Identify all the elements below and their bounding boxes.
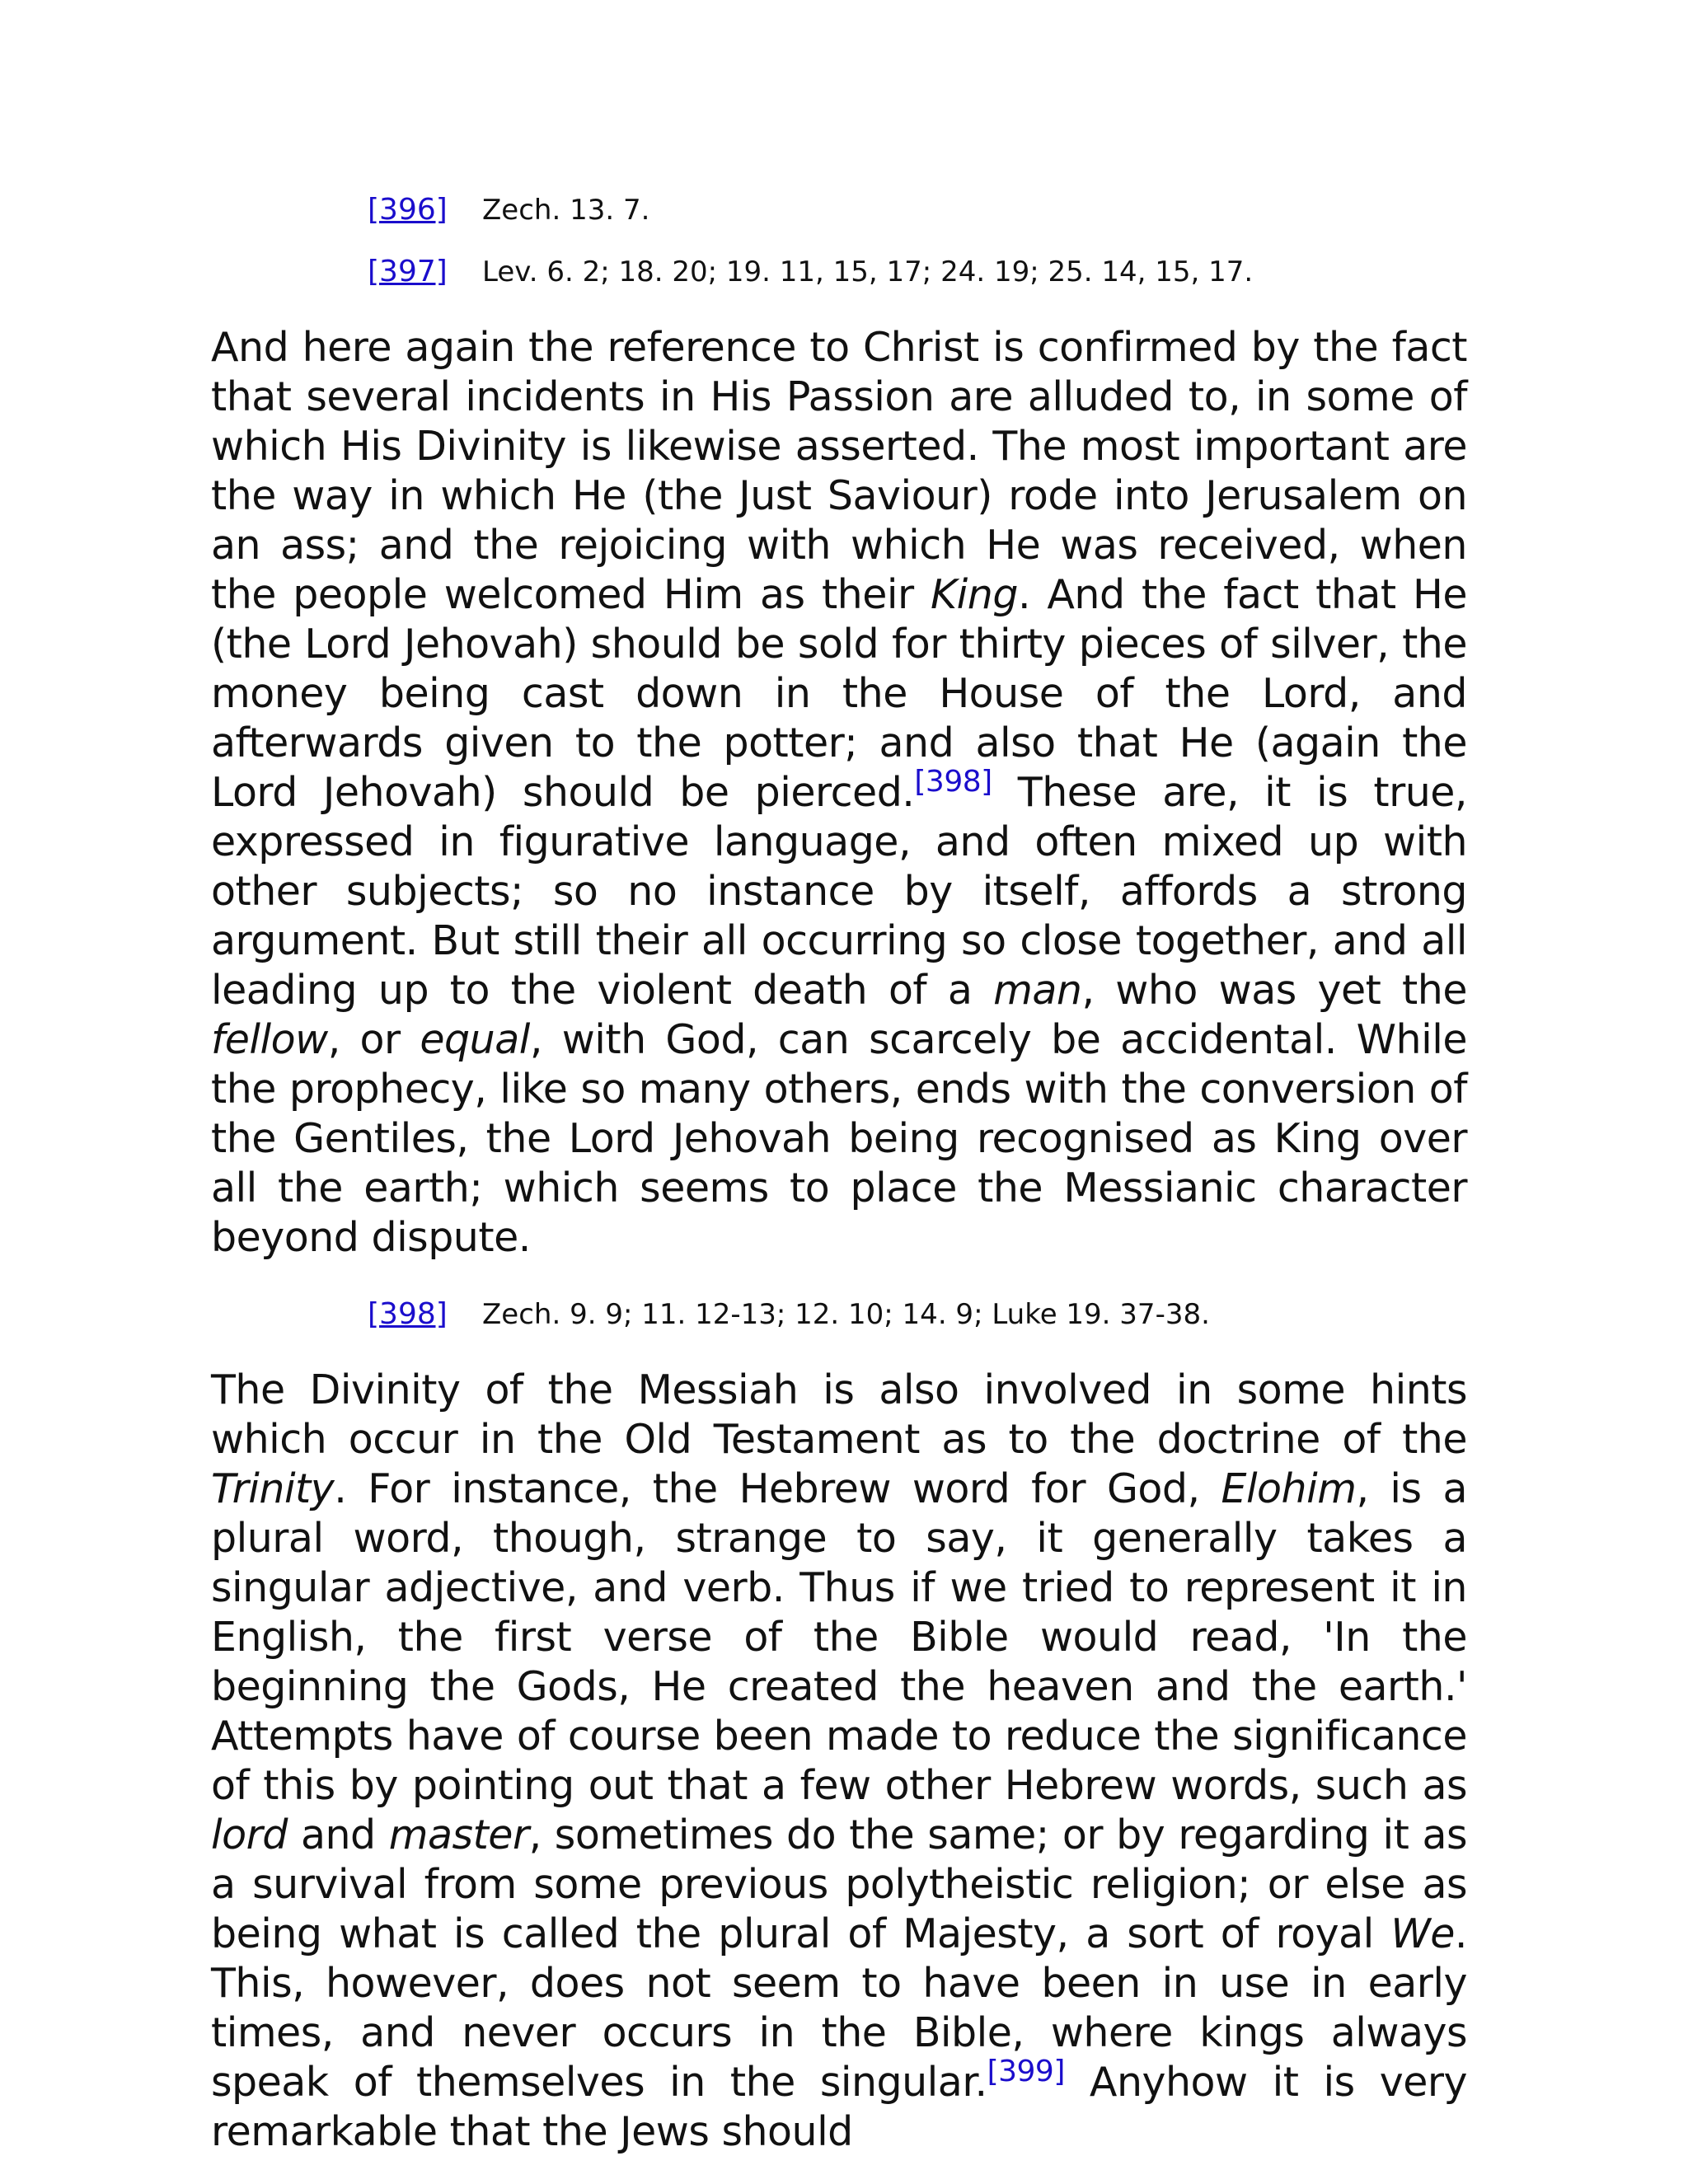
footnote-398 (211, 1296, 1467, 1357)
italic-text: equal (420, 1016, 530, 1063)
footnote-text-396: Zech. 13. 7. (482, 194, 650, 227)
footnote-text-397: Lev. 6. 2; 18. 20; 19. 11, 15, 17; 24. 19; 25. 14, 15, 17. (482, 255, 1254, 288)
text-run: , who was yet the (1081, 967, 1467, 1014)
italic-text: Elohim (1221, 1465, 1357, 1512)
text-run: These are, it is true, expressed in figurative language, and often mixed up with other subjects; so no instance by itself, affords a strong argument. But still their all occurring so close together, and all leading up to the violent death of a (211, 769, 1467, 1014)
italic-text: lord (211, 1811, 288, 1858)
footnote-link-397[interactable]: [397] (368, 255, 448, 288)
footnote-marker-399[interactable]: [399] (987, 2055, 1065, 2088)
text-run: , is a plural word, though, strange to say, it generally takes a singular adjective, and verb. Thus if we tried to represent it in English, the first verse of the Bible would read, 'In the beginning the Gods, He created the heaven and the earth.' Attempts have of course been made to reduce the significance of this by pointing out that a few other Hebrew words, such as (211, 1465, 1467, 1809)
italic-text: We (1390, 1910, 1455, 1957)
text-run: , or (327, 1016, 420, 1063)
text-run: . For instance, the Hebrew word for God, (334, 1465, 1221, 1512)
body-paragraph-2 (211, 1366, 1467, 2157)
text-run: Anyhow it is very remarkable that the Jews should (211, 2059, 1467, 2155)
page-content (211, 191, 1467, 2157)
footnote-link-396[interactable]: [396] (368, 193, 448, 227)
footnote-link-398[interactable]: [398] (368, 1297, 448, 1331)
italic-text: master (388, 1811, 529, 1858)
text-run: . And the fact that He (the Lord Jehovah) should be sold for thirty pieces of silver, the money being cast down in the House of the Lord, and afterwards given to the potter; and also that He (again the Lord Jehovah) should be pierced. (211, 571, 1467, 816)
text-run: . This, however, does not seem to have been in use in early times, and never occurs in the Bible, where kings always speak of themselves in the singular. (211, 1910, 1467, 2106)
body-paragraph-1 (211, 323, 1467, 1263)
footnote-396 (211, 191, 1467, 253)
italic-text: Trinity (211, 1465, 335, 1512)
italic-text: fellow (211, 1016, 328, 1063)
footnote-marker-398[interactable]: [398] (914, 765, 992, 799)
footnote-397 (211, 253, 1467, 315)
text-run: and (287, 1811, 389, 1858)
text-run: And here again the reference to Christ is confirmed by the fact that several incidents in His Passion are alluded to, in some of which His Divinity is likewise asserted. The most important are the way in which He (the Just Saviour) rode into Jerusalem on an ass; and the rejoicing with which He was received, when the people welcomed Him as their (211, 324, 1467, 618)
footnote-text-398: Zech. 9. 9; 11. 12-13; 12. 10; 14. 9; Luke 19. 37-38. (482, 1298, 1210, 1331)
italic-text: man (993, 967, 1082, 1014)
text-run: , sometimes do the same; or by regarding it as a survival from some previous polytheistic religion; or else as being what is called the plural of Majesty, a sort of royal (211, 1811, 1467, 1957)
text-run: The Divinity of the Messiah is also involved in some hints which occur in the Old Testament as to the doctrine of the (211, 1366, 1467, 1463)
text-run: , with God, can scarcely be accidental. While the prophecy, like so many others, ends with the conversion of the Gentiles, the Lord Jehovah being recognised as King over all the earth; which seems to place the Messianic character beyond dispute. (211, 1016, 1467, 1261)
italic-text: King (931, 571, 1018, 618)
